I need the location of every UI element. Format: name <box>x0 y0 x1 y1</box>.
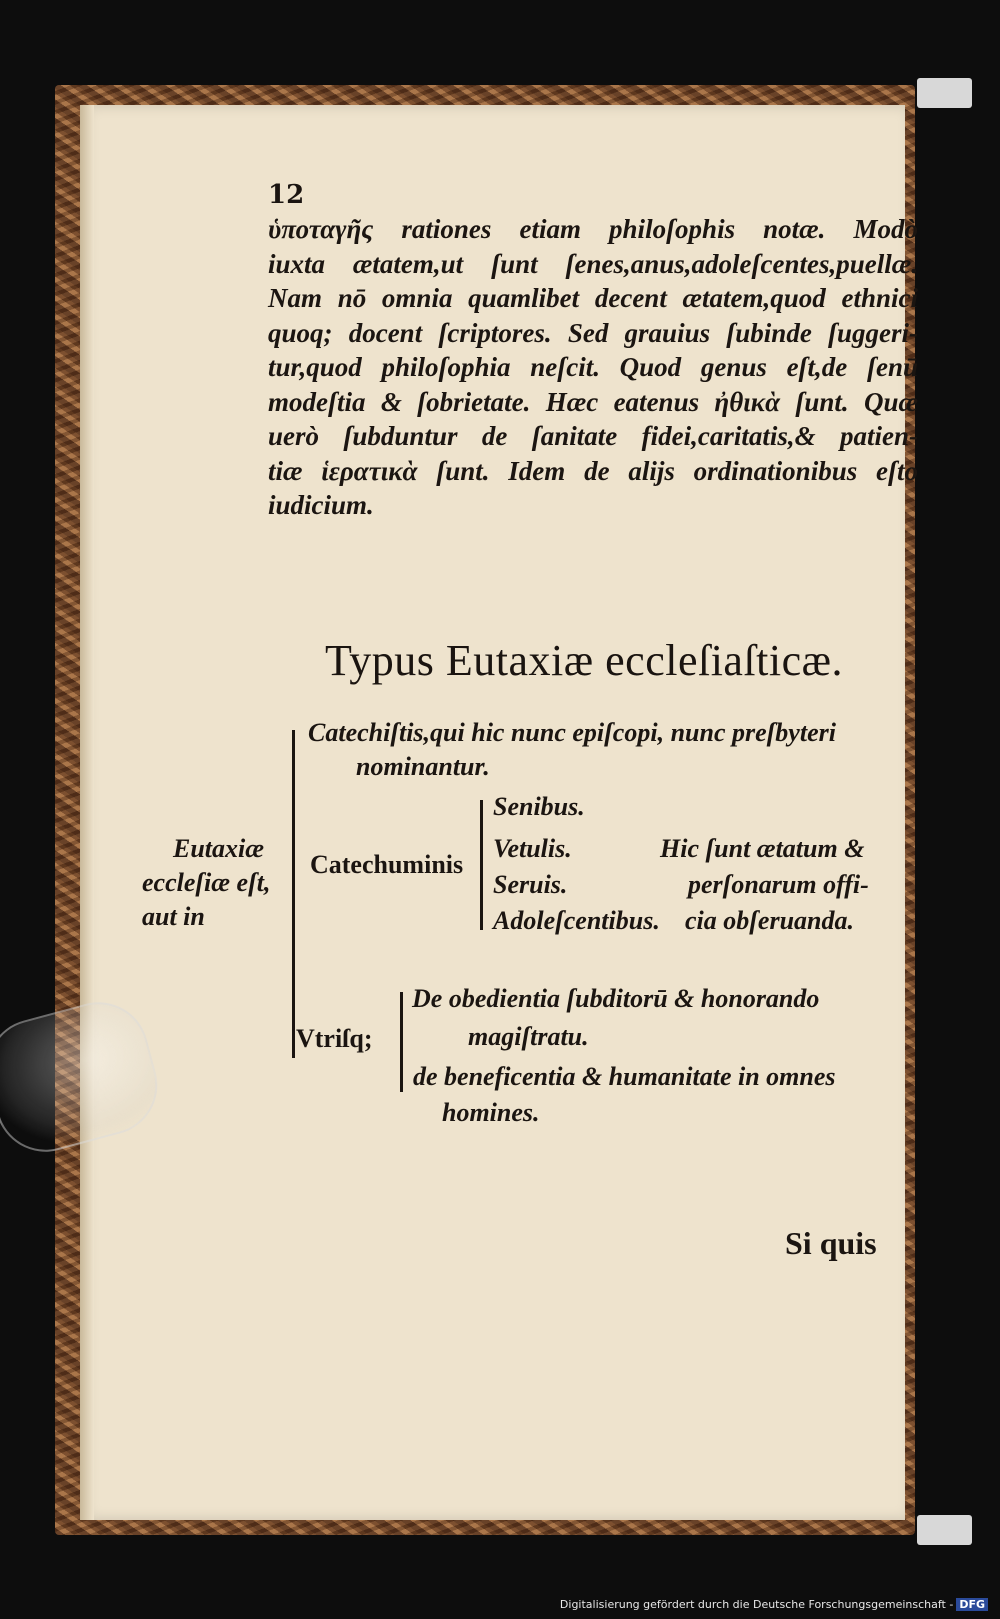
catechuminis-brace <box>480 800 483 930</box>
catechuminis-note: Hic ſunt ætatum & <box>660 834 865 863</box>
body-line: ὑποταγῆς rationes etiam philoſophis notæ. Modò <box>268 214 918 244</box>
body-line: tiæ ἱερατικὰ ſunt. Idem de alijs ordinationibus eſto <box>268 455 918 486</box>
catechuminis-item: Senibus. <box>493 792 585 821</box>
main-brace <box>292 730 295 1058</box>
catechuminis-item: Vetulis. <box>493 834 572 863</box>
utrisque-brace <box>400 992 403 1092</box>
catechuminis-note: cia obſeruanda. <box>685 906 854 935</box>
footer-credit <box>560 1598 988 1611</box>
section-heading: Typus Eutaxiæ eccleſiaſticæ. <box>325 636 844 685</box>
diagram-root-line: Eutaxiæ <box>173 834 265 863</box>
diagram-root-line: aut in <box>142 902 205 931</box>
branch-utrisque: Vtriſq; <box>296 1024 373 1053</box>
page-number: 12 <box>268 180 305 210</box>
body-line: tur,quod philoſophia neſcit. Quod genus eſt,de ſenū <box>268 352 918 382</box>
body-line: quoq; docent ſcriptores. Sed grauius ſubinde ſuggeri- <box>268 317 918 348</box>
catchword: Si quis <box>785 1225 877 1261</box>
body-line: iuxta ætatem,ut ſunt ſenes,anus,adoleſcentes,puellæ. <box>268 248 918 279</box>
catechuminis-note: perſonarum offi- <box>688 870 869 899</box>
utrisque-item: De obedientia ſubditorū & honorando <box>412 984 820 1013</box>
footer-text: Digitalisierung gefördert durch die Deutsche Forschungsgemeinschaft - <box>559 1598 954 1611</box>
cover-clip-top <box>917 78 972 108</box>
body-line: modeſtia & ſobrietate. Hæc eatenus ἠθικὰ ſunt. Quæ <box>268 386 918 417</box>
cover-clip-bottom <box>917 1515 972 1545</box>
body-text <box>268 212 918 523</box>
utrisque-item: de beneficentia & humanitate in omnes <box>413 1062 836 1091</box>
branch-catechistis-cont: nominantur. <box>356 752 490 781</box>
body-line: uerò ſubduntur de ſanitate fidei,caritatis,& patien- <box>268 421 918 451</box>
body-line: iudicium. <box>268 490 374 520</box>
body-line: Nam nō omnia quamlibet decent ætatem,quod ethnici <box>268 283 918 313</box>
diagram-root-line: eccleſiæ eſt, <box>142 868 271 897</box>
catechuminis-item: Adoleſcentibus. <box>493 906 660 935</box>
dfg-logo: DFG <box>956 1598 988 1611</box>
branch-catechistis: Catechiſtis,qui hic nunc epiſcopi, nunc preſbyteri <box>308 718 836 747</box>
branch-catechuminis: Catechuminis <box>310 850 464 879</box>
catechuminis-item: Seruis. <box>493 870 568 899</box>
utrisque-item: magiſtratu. <box>468 1022 589 1051</box>
utrisque-item: homines. <box>442 1098 540 1127</box>
